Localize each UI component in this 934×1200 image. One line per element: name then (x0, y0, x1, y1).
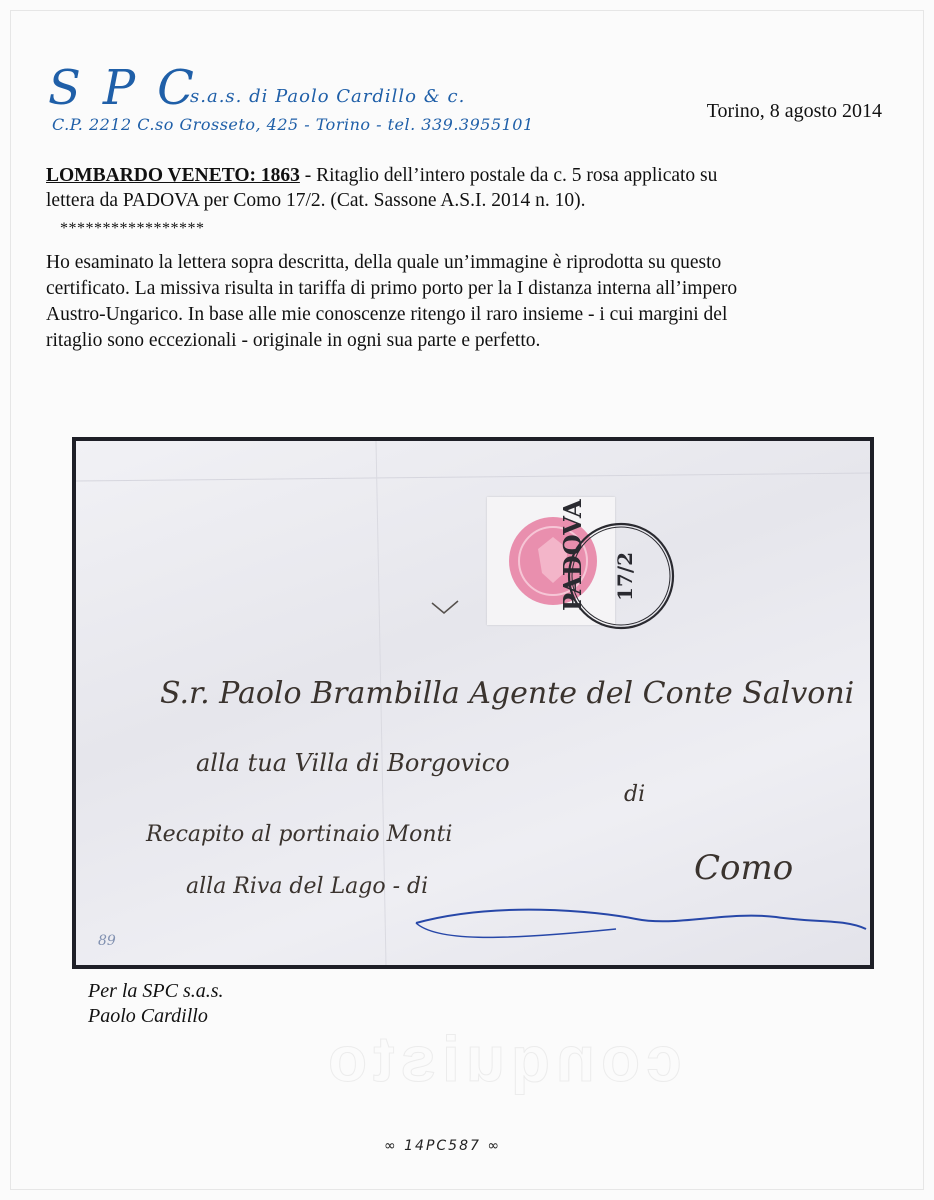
item-heading: LOMBARDO VENETO: 1863 (46, 165, 300, 186)
body-line-3: Austro-Ungarico. In base alle mie conoscenze ritengo il raro insieme - i cui margini del (46, 304, 728, 325)
company-address: C.P. 2212 C.so Grosseto, 425 - Torino - tel. 339.3955101 (52, 115, 534, 134)
check-mark-icon (432, 601, 458, 613)
description-line-1: - Ritaglio dell’intero postale da c. 5 rosa applicato su (299, 165, 718, 186)
body-line-1: Ho esaminato la lettera sopra descritta, della quale un’immagine è riprodotta su questo (46, 252, 722, 273)
letter-photo (72, 437, 874, 969)
address-line-6: Como (694, 848, 794, 888)
description-line-2: lettera da PADOVA per Como 17/2. (Cat. Sassone A.S.I. 2014 n. 10). (46, 190, 586, 211)
signature-line-2: Paolo Cardillo (88, 1005, 208, 1027)
blue-signature-underline (416, 923, 616, 937)
body-line-2: certificato. La missiva risulta in tariffa di primo porto per la I distanza interna all’impero (46, 278, 738, 299)
address-line-3: di (624, 782, 646, 807)
certificate-date: Torino, 8 agosto 2014 (706, 100, 882, 122)
company-logo: SPC (48, 60, 216, 116)
separator: ***************** (60, 220, 205, 237)
item-description (46, 163, 896, 213)
watermark: conquisto (322, 1023, 682, 1095)
postmark-text: PADOVA (558, 499, 587, 611)
body-line-4: ritaglio sono eccezionali - originale in ogni sua parte e perfetto. (46, 330, 541, 351)
address-line-2: alla tua Villa di Borgovico (196, 749, 510, 777)
address-line-1: S.r. Paolo Brambilla Agente del Conte Salvoni (160, 676, 855, 711)
address-line-4: Recapito al portinaio Monti (146, 822, 453, 847)
address-line-5: alla Riva del Lago - di (186, 874, 429, 899)
blue-signature-icon (416, 910, 866, 929)
certification-text (46, 250, 896, 354)
postmark-date: 17/2 (613, 551, 637, 601)
serial-text: 14PC587 (404, 1138, 481, 1154)
company-name: s.a.s. di Paolo Cardillo & c. (190, 86, 466, 107)
letter-markings (76, 441, 870, 965)
fold-line (76, 473, 870, 481)
signature-line-1: Per la SPC s.a.s. (88, 980, 224, 1002)
serial-number (384, 1138, 501, 1154)
letter-sheet (76, 441, 870, 965)
ornament-left-icon: ∞ (384, 1138, 405, 1154)
margin-note: 89 (98, 933, 116, 949)
ornament-right-icon: ∞ (480, 1138, 502, 1154)
